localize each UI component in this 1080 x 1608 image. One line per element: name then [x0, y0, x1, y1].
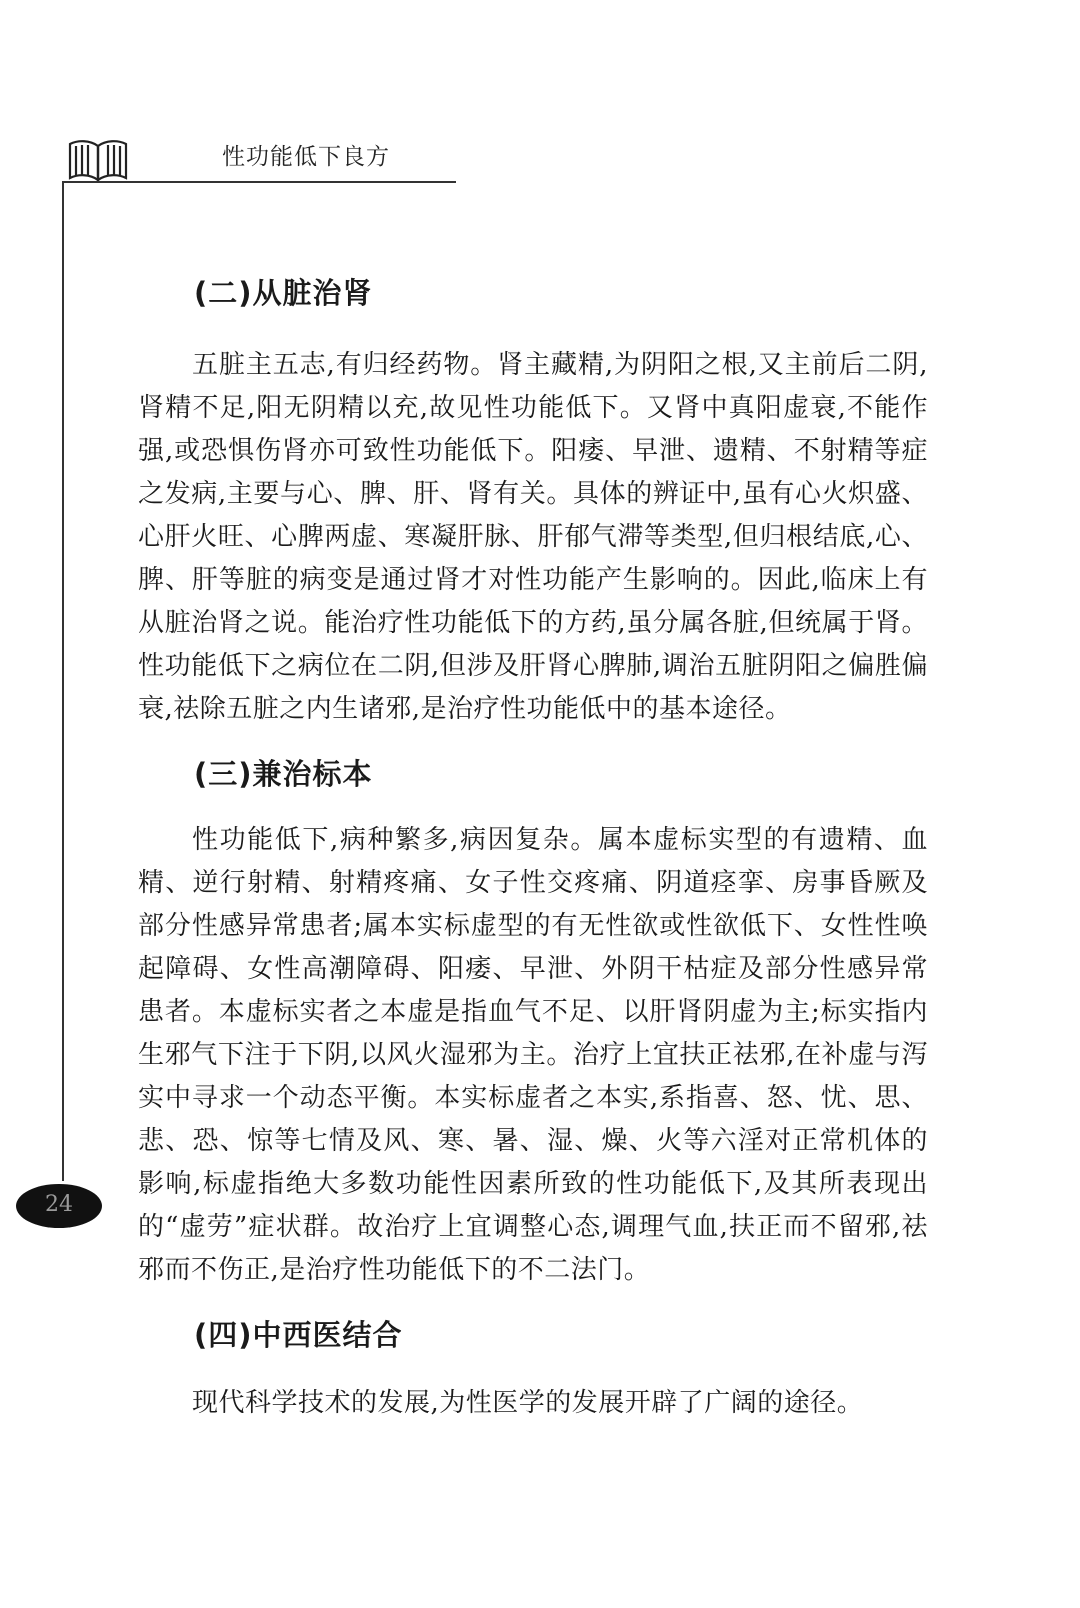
page-number-badge [16, 1184, 102, 1228]
running-header-title: 性功能低下良方 [222, 144, 390, 170]
section-paragraph: 现代科学技术的发展,为性医学的发展开辟了广阔的途径。 [192, 1388, 864, 1418]
section-heading: (四)中西医结合 [194, 1318, 403, 1352]
margin-rule [62, 181, 64, 1181]
header-rule [62, 181, 456, 183]
section-paragraph: 五脏主五志,有归经药物。肾主藏精,为阴阳之根,又主前后二阴,肾精不足,阳无阴精以充,故见性功能低下。又肾中真阳虚衰,不能作强,或恐惧伤肾亦可致性功能低下。阳痿、早泄、遗精、不射精等症之发病,主要与心、脾、肝、肾有关。具体的辨证中,虽有心火炽盛、心肝火旺、心脾两虚、寒凝肝脉、肝郁气滞等类型,但归根结底,心、脾、肝等脏的病变是通过肾才对性功能产生影响的。因此,临床上有从脏治肾之说。能治疗性功能低下的方药,虽分属各脏,但统属于肾。性功能低下之病位在二阴,但涉及肝肾心脾肺,调治五脏阴阳之偏胜偏衰,祛除五脏之内生诸邪,是治疗性功能低中的基本途径。 [138, 350, 928, 724]
section-paragraph: 性功能低下,病种繁多,病因复杂。属本虚标实型的有遗精、血精、逆行射精、射精疼痛、女子性交疼痛、阴道痉挛、房事昏厥及部分性感异常患者;属本实标虚型的有无性欲或性欲低下、女性性唤起障碍、女性高潮障碍、阳痿、早泄、外阴干枯症及部分性感异常患者。本虚标实者之本虚是指血气不足、以肝肾阴虚为主;标实指内生邪气下注于下阴,以风火湿邪为主。治疗上宜扶正祛邪,在补虚与泻实中寻求一个动态平衡。本实标虚者之本实,系指喜、怒、忧、思、悲、恐、惊等七情及风、寒、暑、湿、燥、火等六淫对正常机体的影响,标虚指绝大多数功能性因素所致的性功能低下,及其所表现出的“虚劳”症状群。故治疗上宜调整心态,调理气血,扶正而不留邪,祛邪而不伤正,是治疗性功能低下的不二法门。 [138, 825, 928, 1285]
section-heading: (三)兼治标本 [194, 757, 373, 791]
open-book-icon [66, 136, 130, 184]
section-heading: (二)从脏治肾 [194, 276, 373, 310]
page-content [138, 250, 928, 1425]
page-number: 24 [45, 1192, 73, 1217]
